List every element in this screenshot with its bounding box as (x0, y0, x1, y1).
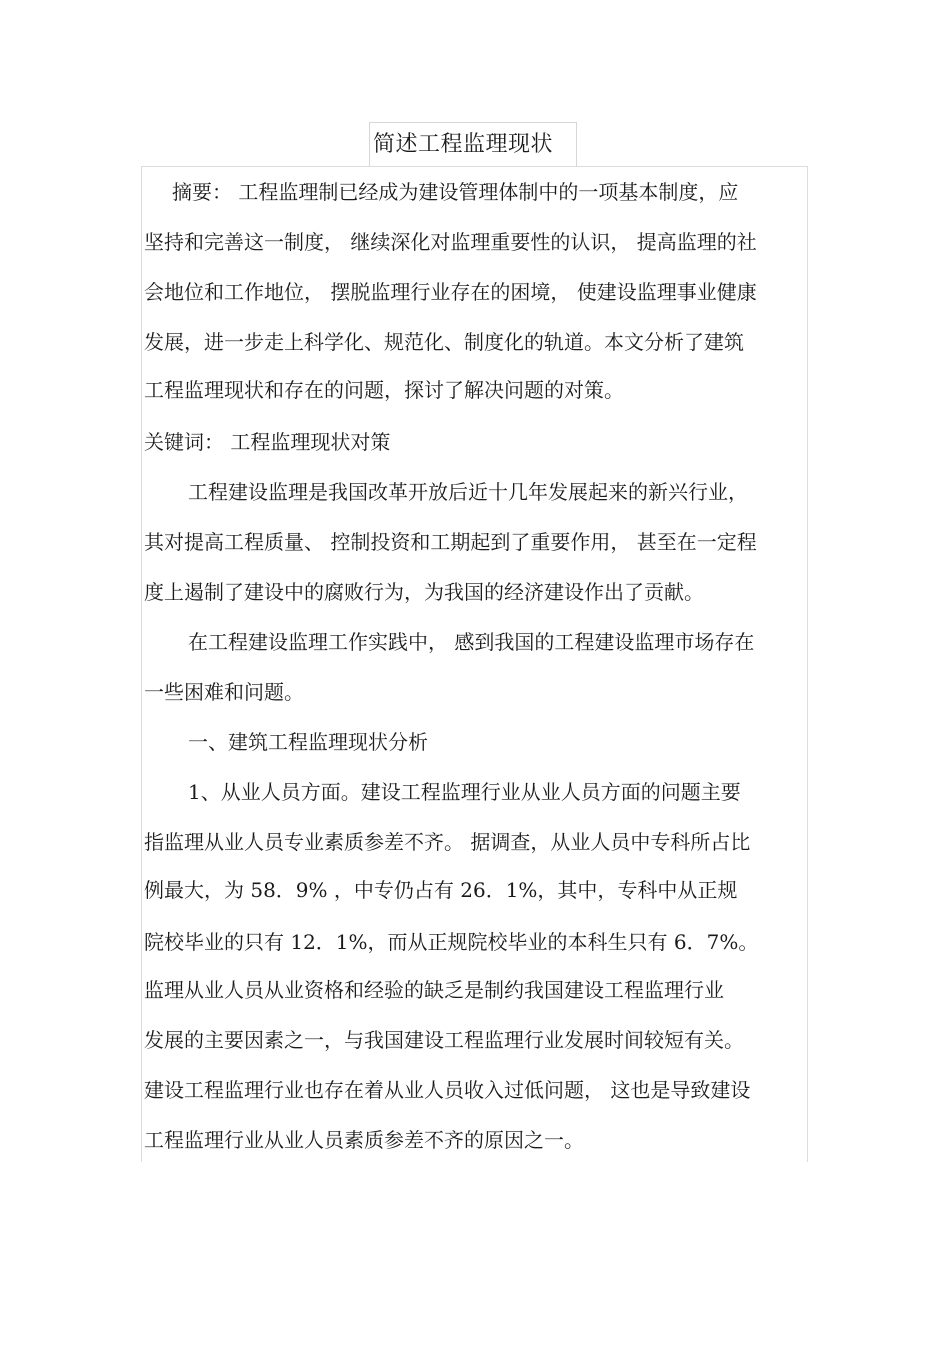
keywords-line: 关键词： 工程监理现状对策 (144, 430, 391, 454)
paragraph-3-line-4: 院校毕业的只有 12．1%，而从正规院校毕业的本科生只有 6．7%。 (144, 930, 759, 954)
document-title: 简述工程监理现状 (373, 132, 554, 157)
paragraph-2-line-2: 一些困难和问题。 (144, 680, 304, 704)
abstract-line-3: 会地位和工作地位， 摆脱监理行业存在的困境， 使建设监理事业健康 (144, 280, 757, 304)
paragraph-1-line-2: 其对提高工程质量、 控制投资和工期起到了重要作用， 甚至在一定程 (144, 530, 757, 554)
paragraph-1-line-1: 工程建设监理是我国改革开放后近十几年发展起来的新兴行业， (188, 480, 748, 504)
paragraph-3-line-2: 指监理从业人员专业素质参差不齐。 据调查，从业人员中专科所占比 (144, 830, 751, 854)
paragraph-2-line-1: 在工程建设监理工作实践中， 感到我国的工程建设监理市场存在 (188, 630, 755, 654)
abstract-line-2: 坚持和完善这一制度， 继续深化对监理重要性的认识， 提高监理的社 (144, 230, 757, 254)
abstract-line-1: 摘要： 工程监理制已经成为建设管理体制中的一项基本制度，应 (172, 180, 739, 204)
paragraph-3-line-3: 例最大，为 58．9% ，中专仍占有 26．1%，其中，专科中从正规 (144, 878, 738, 902)
paragraph-3-line-5: 监理从业人员从业资格和经验的缺乏是制约我国建设工程监理行业 (144, 978, 724, 1002)
content-frame (141, 166, 808, 1162)
abstract-line-4: 发展，进一步走上科学化、规范化、制度化的轨道。本文分析了建筑 (144, 330, 744, 354)
paragraph-3-line-7: 建设工程监理行业也存在着从业人员收入过低问题， 这也是导致建设 (144, 1078, 751, 1102)
abstract-line-5: 工程监理现状和存在的问题，探讨了解决问题的对策。 (144, 378, 624, 402)
paragraph-3-line-1: 1、从业人员方面。建设工程监理行业从业人员方面的问题主要 (188, 780, 741, 804)
paragraph-3-line-6: 发展的主要因素之一，与我国建设工程监理行业发展时间较短有关。 (144, 1028, 744, 1052)
paragraph-3-line-8: 工程监理行业从业人员素质参差不齐的原因之一。 (144, 1128, 584, 1152)
paragraph-1-line-3: 度上遏制了建设中的腐败行为，为我国的经济建设作出了贡献。 (144, 580, 704, 604)
section-heading-1: 一、建筑工程监理现状分析 (188, 730, 428, 754)
